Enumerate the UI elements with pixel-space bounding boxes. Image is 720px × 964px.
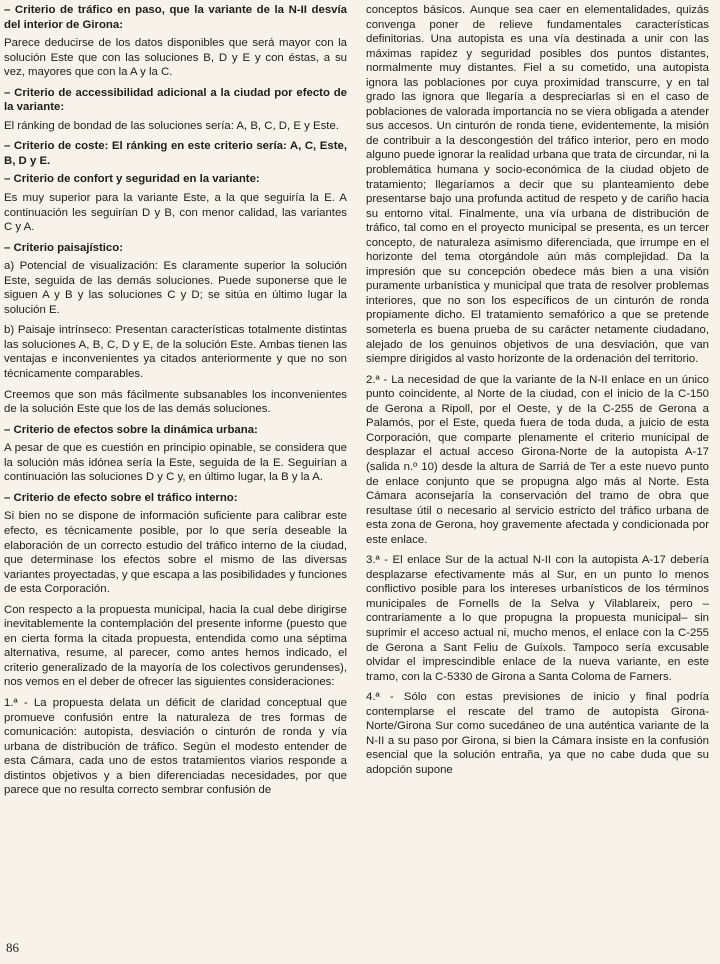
paragraph-landscape-visualization: a) Potencial de visualización: Es claramente superior la solución Este, seguida de las demás soluciones. Puede suponerse que le siguen A y B y las soluciones C y D; se sitúa en último lugar la solución E. <box>4 260 347 316</box>
paragraph-transit-traffic: Parece deducirse de los datos disponibles que será mayor con la solución Este que con las soluciones B, D y E y con éstas, a su vez, mayores que con la A y la C. <box>4 37 347 79</box>
criterion-heading-urban-dynamics: – Criterio de efectos sobre la dinámica urbana: <box>4 423 258 436</box>
criterion-heading-accessibility: – Criterio de accessibilidad adicional a la ciudad por efecto de la variante: <box>4 86 347 114</box>
page-number: 86 <box>6 940 19 955</box>
left-column <box>4 3 347 804</box>
criterion-heading-comfort: – Criterio de confort y seguridad en la variante: <box>4 173 260 186</box>
paragraph-internal-traffic: Si bien no se dispone de información suficiente para calibrar este efecto, es técnicamente posible, por lo que sería deseable la elaboración de un correcto estudio del tráfico interno de la ciudad, que determinase los efectos sobre el mismo de las diversas variantes proyectadas, y que escapa a las posibilidades y funciones de esta Corporación. <box>4 510 347 596</box>
paragraph-consideration-2: 2.ª - La necesidad de que la variante de la N-II enlace en un único punto coincidente, al Norte de la ciudad, con el inicio de la C-150 de Gerona a Ripoll, por el Oeste, y de la C-255 de Gerona a Palamós, por el Este, queda fuera de toda duda, a juicio de esta Corporación, que comparte plenamente el criterio municipal de desplazar el actual acceso Girona-Norte de la autopista A-17 (salida n.º 10) desde la altura de Sarriá de Ter a este nuevo punto de enlace conjunto que se propugna algo más al Norte. Esta Cámara aconsejaría la conservación del tramo de obra que resultase útil o necesario al servicio estricto del tráfico urbana de esta zona de Gerona, hoy gravemente afectada y condicionada por este enlace. <box>366 373 709 546</box>
paragraph-consideration-1-continued: conceptos básicos. Aunque sea caer en elementalidades, quizás convenga poner de relieve fundamentales características definitorias. Una autopista es una vía destinada a unir con las máximas rapidez y seguridad posibles dos puntos distantes, normalmente muy distantes. Fiel a su cometido, una autopista ignora las poblaciones por cuya proximidad transcurre, y en tal grado las ignora que llegaría a despreciarlas si en el caso de poblaciones de valorada importancia no se viera obligada a atender sus accesos. Un cinturón de ronda tiene, evidentemente, la misión de contribuir a la descongestión del tráfico interior, pero en modo alguno puede ignorar la realidad urbana que trata de circundar, ni la problemática humana y socio-económica de la ciudad objeto de tratamiento; llegaríamos a decir que su planteamiento debe presentarse bajo una profunda actitud de respeto y de cariño hacia su entorno vital. Finalmente, una vía urbana de distribución de tráfico, tal como en el proyecto municipal se presenta, es un tercer concepto, de naturaleza asimismo diferenciada, que irrumpe en el horizonte del tema otorgándole aún más complejidad. Da la impresión que su concepción obedece más bien a una visión puramente urbanística y municipal que trata de resolver problemas interiores, que no son los específicos de un cinturón de ronda propiamente dicho. El tratamiento semafórico a que se pretende someterla es buena prueba de su carácter netamente ciudadano, alejado de los genuinos objetivos de una desviación, que van siempre dirigidos al vasto horizonte de la ordenación del territorio. <box>366 4 709 366</box>
criterion-heading-cost: – Criterio de coste: El ránking en este criterio sería: A, C, Este, B, D y E. <box>4 140 347 167</box>
paragraph-comfort: Es muy superior para la variante Este, a la que seguiría la E. A continuación les seguirían D y B, con menor calidad, las variantes C y A. <box>4 192 347 234</box>
paragraph-accessibility: El ránking de bondad de las soluciones sería: A, B, C, D, E y Este. <box>4 119 339 132</box>
paragraph-landscape-intrinsic: b) Paisaje intrínseco: Presentan características totalmente distintas las soluciones A, B, C, D y E, de la solución Este. Ambas tienen las ventajas e inconvenientes ya citados anteriormente y que no son técnicamente comparables. <box>4 324 347 381</box>
paragraph-landscape-conclusion: Creemos que son más fácilmente subsanables los inconvenientes de la solución Este que los de las demás soluciones. <box>4 388 347 416</box>
criterion-heading-internal-traffic: – Criterio de efecto sobre el tráfico interno: <box>4 491 238 504</box>
paragraph-consideration-1: 1.ª - La propuesta delata un déficit de claridad conceptual que promueve confusión entre la naturaleza de tres formas de comunicación: autopista, desviación o cinturón de ronda y vía urbana de distribución de tráfico. Según el modesto entender de esta Cámara, cada uno de estos tratamientos viarios responde a distintos objetivos y a bien diferenciadas necesidades, por que parece que no resulta correcto sembrar confusión de <box>4 696 347 797</box>
criterion-heading-transit-traffic: – Criterio de tráfico en paso, que la variante de la N-II desvía del interior de Girona: <box>4 4 347 31</box>
paragraph-urban-dynamics: A pesar de que es cuestión en principio opinable, se considera que la solución más idónea sería la Este, seguida de la E. Seguirían a continuación las soluciones D y C y, en último lugar, la B y la A. <box>4 442 347 484</box>
paragraph-consideration-3: 3.ª - El enlace Sur de la actual N-II con la autopista A-17 debería desplazarse efectivamente más al Sur, en un punto lo menos conflictivo posible para los intereses urbanísticos de los términos municipales de Fornells de la Selva y Vilablareix, pero –contrariamente a lo que propugna la propuesta municipal– sin suprimir el acceso actual ni, mucho menos, el enlace con la C-255 de Gerona a Sant Feliu de Guíxols. Tampoco sería excusable olvidar el imprescindible enlace de la nueva variante, en este tramo, con la C-5330 de Girona a Santa Coloma de Farners. <box>366 554 709 683</box>
paragraph-municipal-proposal: Con respecto a la propuesta municipal, hacia la cual debe dirigirse inevitablemente la contemplación del presente informe (puesto que en cierta forma la citada propuesta, entendida como una séptima alternativa, resume, al parecer, como antes hemos indicado, el criterio generalizado de la mayoría de los colectivos gerundenses), nos vemos en el deber de ofrecer las siguientes consideraciones: <box>4 603 347 689</box>
right-column <box>366 3 709 783</box>
criterion-heading-landscape: – Criterio paisajístico: <box>4 241 124 254</box>
paragraph-consideration-4: 4.ª - Sólo con estas previsiones de inicio y final podría contemplarse el rescate del tramo de autopista Girona-Norte/Girona Sur como sucedáneo de una auténtica variante de la N-II a su paso por Girona, si bien la Cámara insiste en la confusión esencial que la solución entraña, ya que no cabe duda que su adopción supone <box>366 691 709 776</box>
